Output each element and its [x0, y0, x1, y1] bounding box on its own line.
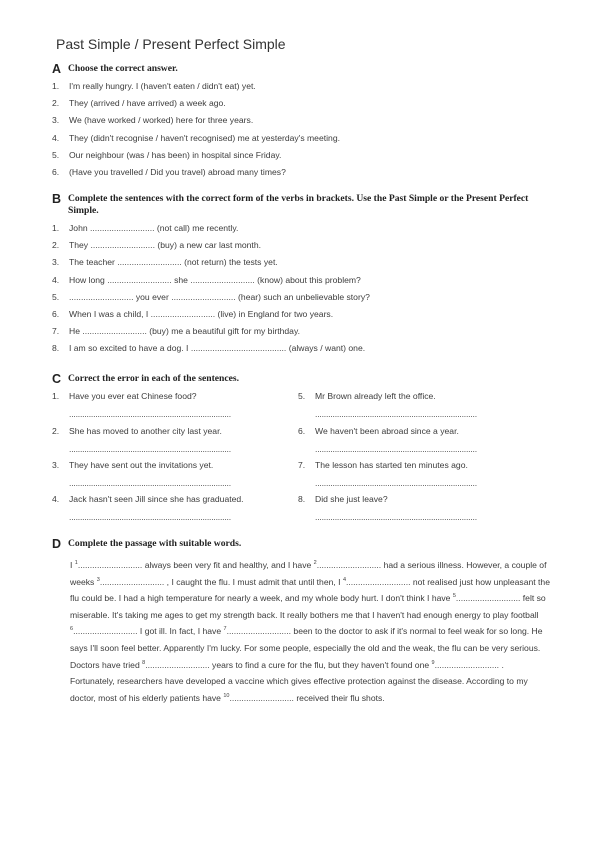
list-item: 3. The teacher ........................... (not return) the tests yet.	[52, 257, 278, 268]
list-item: 5. ........................... you ever ........................... (hear) such an unbelievable story?	[52, 291, 370, 302]
gap-line: ...........................	[99, 576, 165, 587]
answer-line: ..........................................................................	[315, 478, 477, 488]
section-c-item-5: 5. Mr Brown already left the office. ..........................................................................	[298, 391, 477, 419]
section-b-header	[52, 192, 542, 217]
section-c-item-3: 3. They have sent out the invitations yet. ..........................................................................	[52, 460, 231, 488]
section-b-letter: B	[52, 192, 62, 206]
section-d-letter: D	[52, 537, 62, 551]
list-item: 1. I'm really hungry. I (haven't eaten / didn't eat) yet.	[52, 81, 256, 91]
list-item: 2. They (arrived / have arrived) a week ago.	[52, 98, 226, 109]
gap-line: ...........................	[346, 576, 411, 587]
list-item: 6. (Have you travelled / Did you travel) abroad many times?	[52, 167, 286, 178]
gap-line: ...........................	[73, 626, 138, 637]
section-c-item-6: 6. We haven't been abroad since a year. ..........................................................................	[298, 426, 477, 454]
section-a-list	[52, 78, 340, 181]
gap-number: 7	[223, 626, 227, 633]
section-d-header	[52, 537, 241, 551]
section-d-instruction: Complete the passage with suitable words.	[68, 538, 242, 549]
section-c-item-1: 1. Have you ever eat Chinese food? ..........................................................................	[52, 391, 231, 419]
section-a-letter: A	[52, 62, 62, 76]
gap-number: 5	[452, 593, 456, 600]
answer-line: ..........................................................................	[315, 512, 477, 522]
section-c-instruction: Correct the error in each of the sentences.	[68, 373, 240, 384]
gap-line: ...........................	[455, 593, 521, 604]
section-c-item-4: 4. Jack hasn't seen Jill since she has graduated. ..........................................................................	[52, 494, 244, 522]
section-a-instruction: Choose the correct answer.	[68, 63, 178, 74]
page-title: Past Simple / Present Perfect Simple	[56, 36, 286, 52]
section-a-header	[52, 62, 178, 76]
gap-number: 6	[70, 626, 74, 633]
answer-line: ..........................................................................	[69, 512, 231, 522]
gap-number: 2	[313, 560, 317, 566]
section-c-letter: C	[52, 372, 62, 386]
gap-number: 3	[96, 576, 100, 583]
list-item: 5. Our neighbour (was / has been) in hospital since Friday.	[52, 149, 282, 160]
gap-line: ...........................	[145, 659, 210, 670]
list-item: 8. I am so excited to have a dog. I ........................................ (always / want) one.	[52, 343, 366, 354]
section-c-item-7: 7. The lesson has started ten minutes ago. ..........................................................................	[298, 460, 477, 488]
section-c-item-2: 2. She has moved to another city last year. ..........................................................................	[52, 426, 231, 454]
gap-number: 9	[431, 659, 435, 666]
answer-line: ..........................................................................	[315, 444, 477, 454]
gap-number: 8	[142, 659, 146, 666]
gap-line: ...........................	[316, 560, 382, 570]
section-b-list	[52, 220, 370, 358]
gap-number: 10	[223, 692, 230, 699]
list-item: 7. He ........................... (buy) me a beautiful gift for my birthday.	[52, 326, 300, 337]
answer-line: ..........................................................................	[69, 409, 231, 419]
gap-fill-passage: I $^1$........................... always been very fit and healthy, and I have $^2$........................... had a serious illness. However, a couple of weeks $^3$........................... , I caught the flu. I must admit that until then, I $^4$........................... not realised just how unpleasant the flu could be. I had a high temperature for nearly a week, and my whole body hurt. I don't think I have $^5$........................... felt so miserable. It's taking me ages to get my strength back. It really bothers me that I haven't had enough energy to play football $^6$........................... I got ill. In fact, I have $^7$........................... been to the doctor to ask if it's normal to feel weak for so long. He says I'll soon feel better. Apparently I'm lucky. For some people, especially the old and the weak, the flu can be very serious. Doctors have tried $^8$........................... years to find a cure for the flu, but they haven't found one $^9$........................... . Fortunately, researchers have developed a vaccine which gives effective protection against the disease. According to my doctor, most of his elderly patients have $^{10}$........................... received their flu shots.	[70, 560, 550, 703]
answer-line: ..........................................................................	[69, 478, 231, 488]
gap-number: 4	[342, 576, 346, 583]
list-item: 2. They ........................... (buy) a new car last month.	[52, 240, 261, 251]
answer-line: ..........................................................................	[69, 444, 231, 454]
list-item: 3. We (have worked / worked) here for three years.	[52, 115, 254, 126]
section-b-instruction: Complete the sentences with the correct form of the verbs in brackets. Use the Past Simple or the Present Perfect Simple.	[68, 193, 529, 216]
answer-line: ..........................................................................	[315, 409, 477, 419]
gap-number: 1	[74, 560, 78, 566]
list-item: 6. When I was a child, I ........................... (live) in England for two years.	[52, 309, 334, 320]
section-c-header	[52, 372, 239, 386]
section-c-item-8: 8. Did she just leave? ..........................................................................	[298, 494, 477, 522]
list-item: 4. How long ........................... she ........................... (know) about this problem?	[52, 274, 361, 285]
list-item: 1. John ........................... (not call) me recently.	[52, 223, 239, 233]
gap-line: ...........................	[229, 692, 294, 703]
gap-line: ...........................	[226, 626, 292, 637]
gap-line: ...........................	[434, 659, 500, 670]
list-item: 4. They (didn't recognise / haven't recognised) me at yesterday's meeting.	[52, 132, 340, 143]
gap-line: ...........................	[77, 560, 143, 570]
